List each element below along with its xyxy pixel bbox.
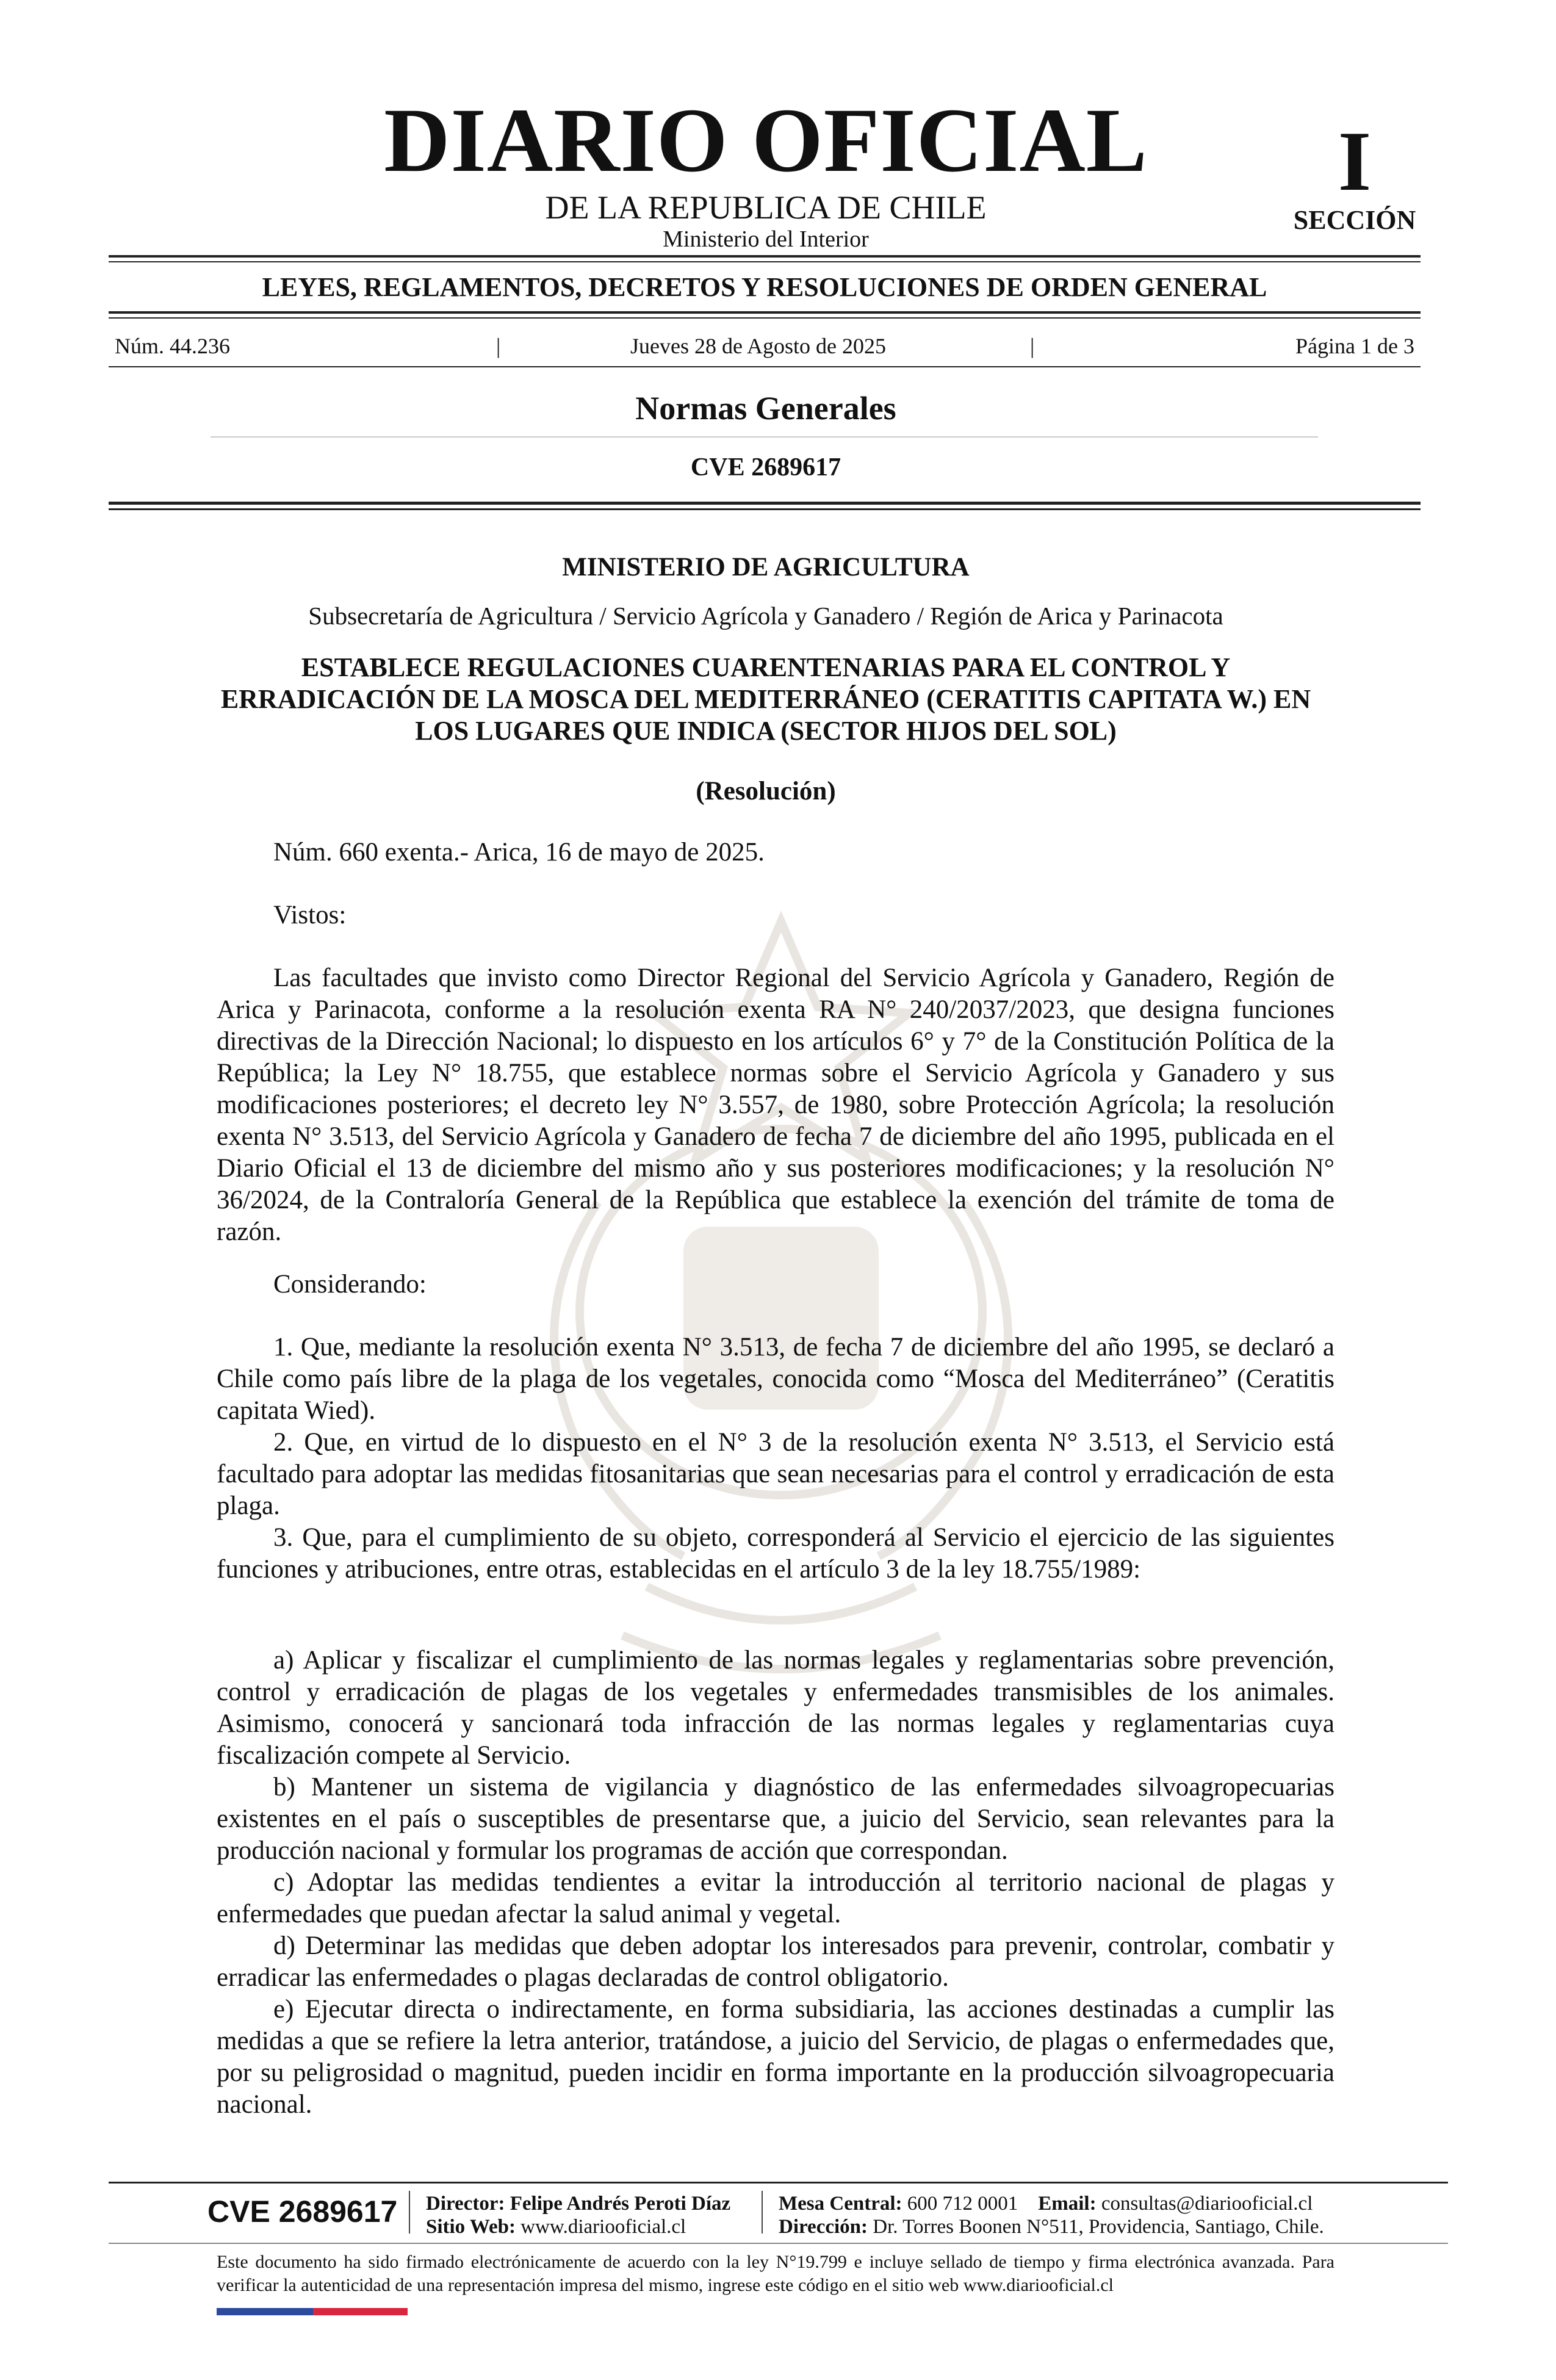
considerando-item: 3. Que, para el cumplimiento de su objeto, corresponderá al Servicio el ejercicio de las siguientes funciones y atribuciones, entre otras, establecidas en el artículo 3 de la ley 18.755/1989:: [217, 1523, 1334, 1584]
letter-item: a) Aplicar y fiscalizar el cumplimiento de las normas legales y reglamentarias sobre prevención, control y erradicación de plagas de los vegetales y enfermedades transmisibles de los animales. Asimismo, conocerá y sancionará toda infracción de las normas legales y reglamentarias cuya fiscalización compete al Servicio.: [217, 1646, 1334, 1770]
footer-contact-block: [779, 2192, 1324, 2238]
cve-code: CVE 2689617: [690, 453, 841, 481]
signature-note: Este documento ha sido firmado electrónicamente de acuerdo con la ley N°19.799 e incluye sellado de tiempo y firma electrónica avanzada. Para verificar la autenticidad de una representación impresa del mismo, ingrese este código en el sitio web www.diariooficial.cl: [217, 2252, 1334, 2295]
footer-divider: [409, 2191, 410, 2234]
footer-rule-thin: [109, 2243, 1448, 2244]
category-heading: Normas Generales: [635, 390, 896, 427]
web-link[interactable]: www.diariooficial.cl: [520, 2216, 686, 2238]
document-type: LEYES, REGLAMENTOS, DECRETOS Y RESOLUCIONES DE ORDEN GENERAL: [262, 272, 1267, 302]
issue-date: Jueves 28 de Agosto de 2025: [630, 334, 886, 358]
web-label: Sitio Web:: [426, 2216, 516, 2238]
director-label: Director:: [426, 2193, 505, 2215]
resolution-title: ESTABLECE REGULACIONES CUARENTENARIAS PARA EL CONTROL Y ERRADICACIÓN DE LA MOSCA DEL MEDITERRÁNEO (CERATITIS CAPITATA W.) EN LOS LUGARES QUE INDICA (SECTOR HIJOS DEL SOL): [220, 652, 1311, 746]
issue-rule: [109, 366, 1421, 367]
considerando-item: 2. Que, en virtud de lo dispuesto en el N° 3 de la resolución exenta N° 3.513, el Servicio está facultado para adoptar las medidas fitosanitarias que sean necesarias para el control y erradicación de esta plaga.: [217, 1428, 1334, 1520]
doc-type-rule: [109, 311, 1421, 314]
letter-item: e) Ejecutar directa o indirectamente, en forma subsidiaria, las acciones destinadas a cumplir las medidas a que se refiere la letra anterior, tratándose, a juicio del Servicio, de plagas o enfermedades que, por su peligrosidad o magnitud, pueden incidir en forma importante en la producción silvoagropecuaria nacional.: [217, 1995, 1334, 2119]
ministry-heading: MINISTERIO DE AGRICULTURA: [562, 553, 970, 582]
footer-rule: [109, 2182, 1448, 2183]
issue-page: Página 1 de 3: [1295, 334, 1414, 358]
letter-item: b) Mantener un sistema de vigilancia y diagnóstico de las enfermedades silvoagropecuarias existentes en el país o susceptibles de presentarse que, a juicio del Servicio, sean relevantes para la producción nacional y formular los programas de acción que correspondan.: [217, 1773, 1334, 1865]
address-value: Dr. Torres Boonen N°511, Providencia, Santiago, Chile.: [873, 2216, 1324, 2238]
footer-cve: CVE 2689617: [207, 2194, 398, 2229]
vistos-label: Vistos:: [273, 901, 347, 929]
masthead-ministry: Ministerio del Interior: [663, 226, 869, 252]
section-numeral: I: [1338, 114, 1372, 209]
section-mark: [1288, 114, 1422, 235]
considerando-label: Considerando:: [273, 1270, 427, 1299]
section-label: SECCIÓN: [1293, 205, 1416, 235]
vistos-text: Las facultades que invisto como Director Regional del Servicio Agrícola y Ganadero, Región de Arica y Parinacota, conforme a la resolución exenta RA N° 240/2037/2023, que designa funciones directivas de la Dirección Nacional; lo dispuesto en los artículos 6° y 7° de la Constitución Política de la República; la Ley N° 18.755, que establece normas sobre el Servicio Agrícola y Ganadero y sus modificaciones posteriores; el decreto ley N° 3.557, de 1980, sobre Protección Agrícola; la resolución exenta N° 3.513, del Servicio Agrícola y Ganadero de fecha 7 de diciembre del año 1995, publicada en el Diario Oficial el 13 de diciembre del mismo año y sus posteriores modificaciones; y la resolución N° 36/2024, de la Contraloría General de la República que establece la exención del trámite de toma de razón.: [217, 964, 1334, 1246]
director-name: Felipe Andrés Peroti Díaz: [510, 2193, 731, 2215]
issue-number: Núm. 44.236: [115, 334, 230, 358]
issue-separator: |: [496, 334, 501, 358]
footer-divider: [762, 2191, 763, 2234]
subsecretaria: Subsecretaría de Agricultura / Servicio Agrícola y Ganadero / Región de Arica y Parinacota: [308, 602, 1223, 630]
category-rule: [211, 436, 1318, 438]
flag-stripe-red: [313, 2308, 408, 2315]
footer-director-block: [426, 2192, 730, 2238]
issue-separator: |: [1030, 334, 1035, 358]
flag-stripe-blue: [217, 2308, 313, 2315]
issue-row: [115, 333, 1414, 359]
cve-rule-thin: [109, 508, 1421, 510]
masthead-subtitle: DE LA REPUBLICA DE CHILE: [545, 189, 987, 226]
email-link[interactable]: consultas@diariooficial.cl: [1101, 2193, 1313, 2215]
considerando-item: 1. Que, mediante la resolución exenta N° 3.513, de fecha 7 de diciembre del año 1995, se declaró a Chile como país libre de la plaga de los vegetales, conocida como “Mosca del Mediterráneo” (Ceratitis capitata Wied).: [217, 1333, 1334, 1425]
letter-item: d) Determinar las medidas que deben adoptar los interesados para prevenir, controlar, combatir y erradicar las enfermedades o plagas declaradas de control obligatorio.: [217, 1931, 1334, 1992]
header-rule: [109, 255, 1421, 258]
address-label: Dirección:: [779, 2216, 868, 2238]
email-label: Email:: [1038, 2193, 1097, 2215]
letter-item: c) Adoptar las medidas tendientes a evitar la introducción al territorio nacional de plagas y enfermedades que puedan afectar la salud animal y vegetal.: [217, 1868, 1334, 1928]
mesa-value: 600 712 0001: [907, 2193, 1018, 2215]
masthead-title: DIARIO OFICIAL: [384, 90, 1148, 191]
doc-type-rule-thin: [109, 317, 1421, 319]
resolution-number: Núm. 660 exenta.- Arica, 16 de mayo de 2025.: [273, 838, 765, 867]
cve-rule: [109, 502, 1421, 505]
document-kind: (Resolución): [696, 777, 836, 806]
mesa-label: Mesa Central:: [779, 2193, 902, 2215]
header-rule-thin: [109, 261, 1421, 262]
